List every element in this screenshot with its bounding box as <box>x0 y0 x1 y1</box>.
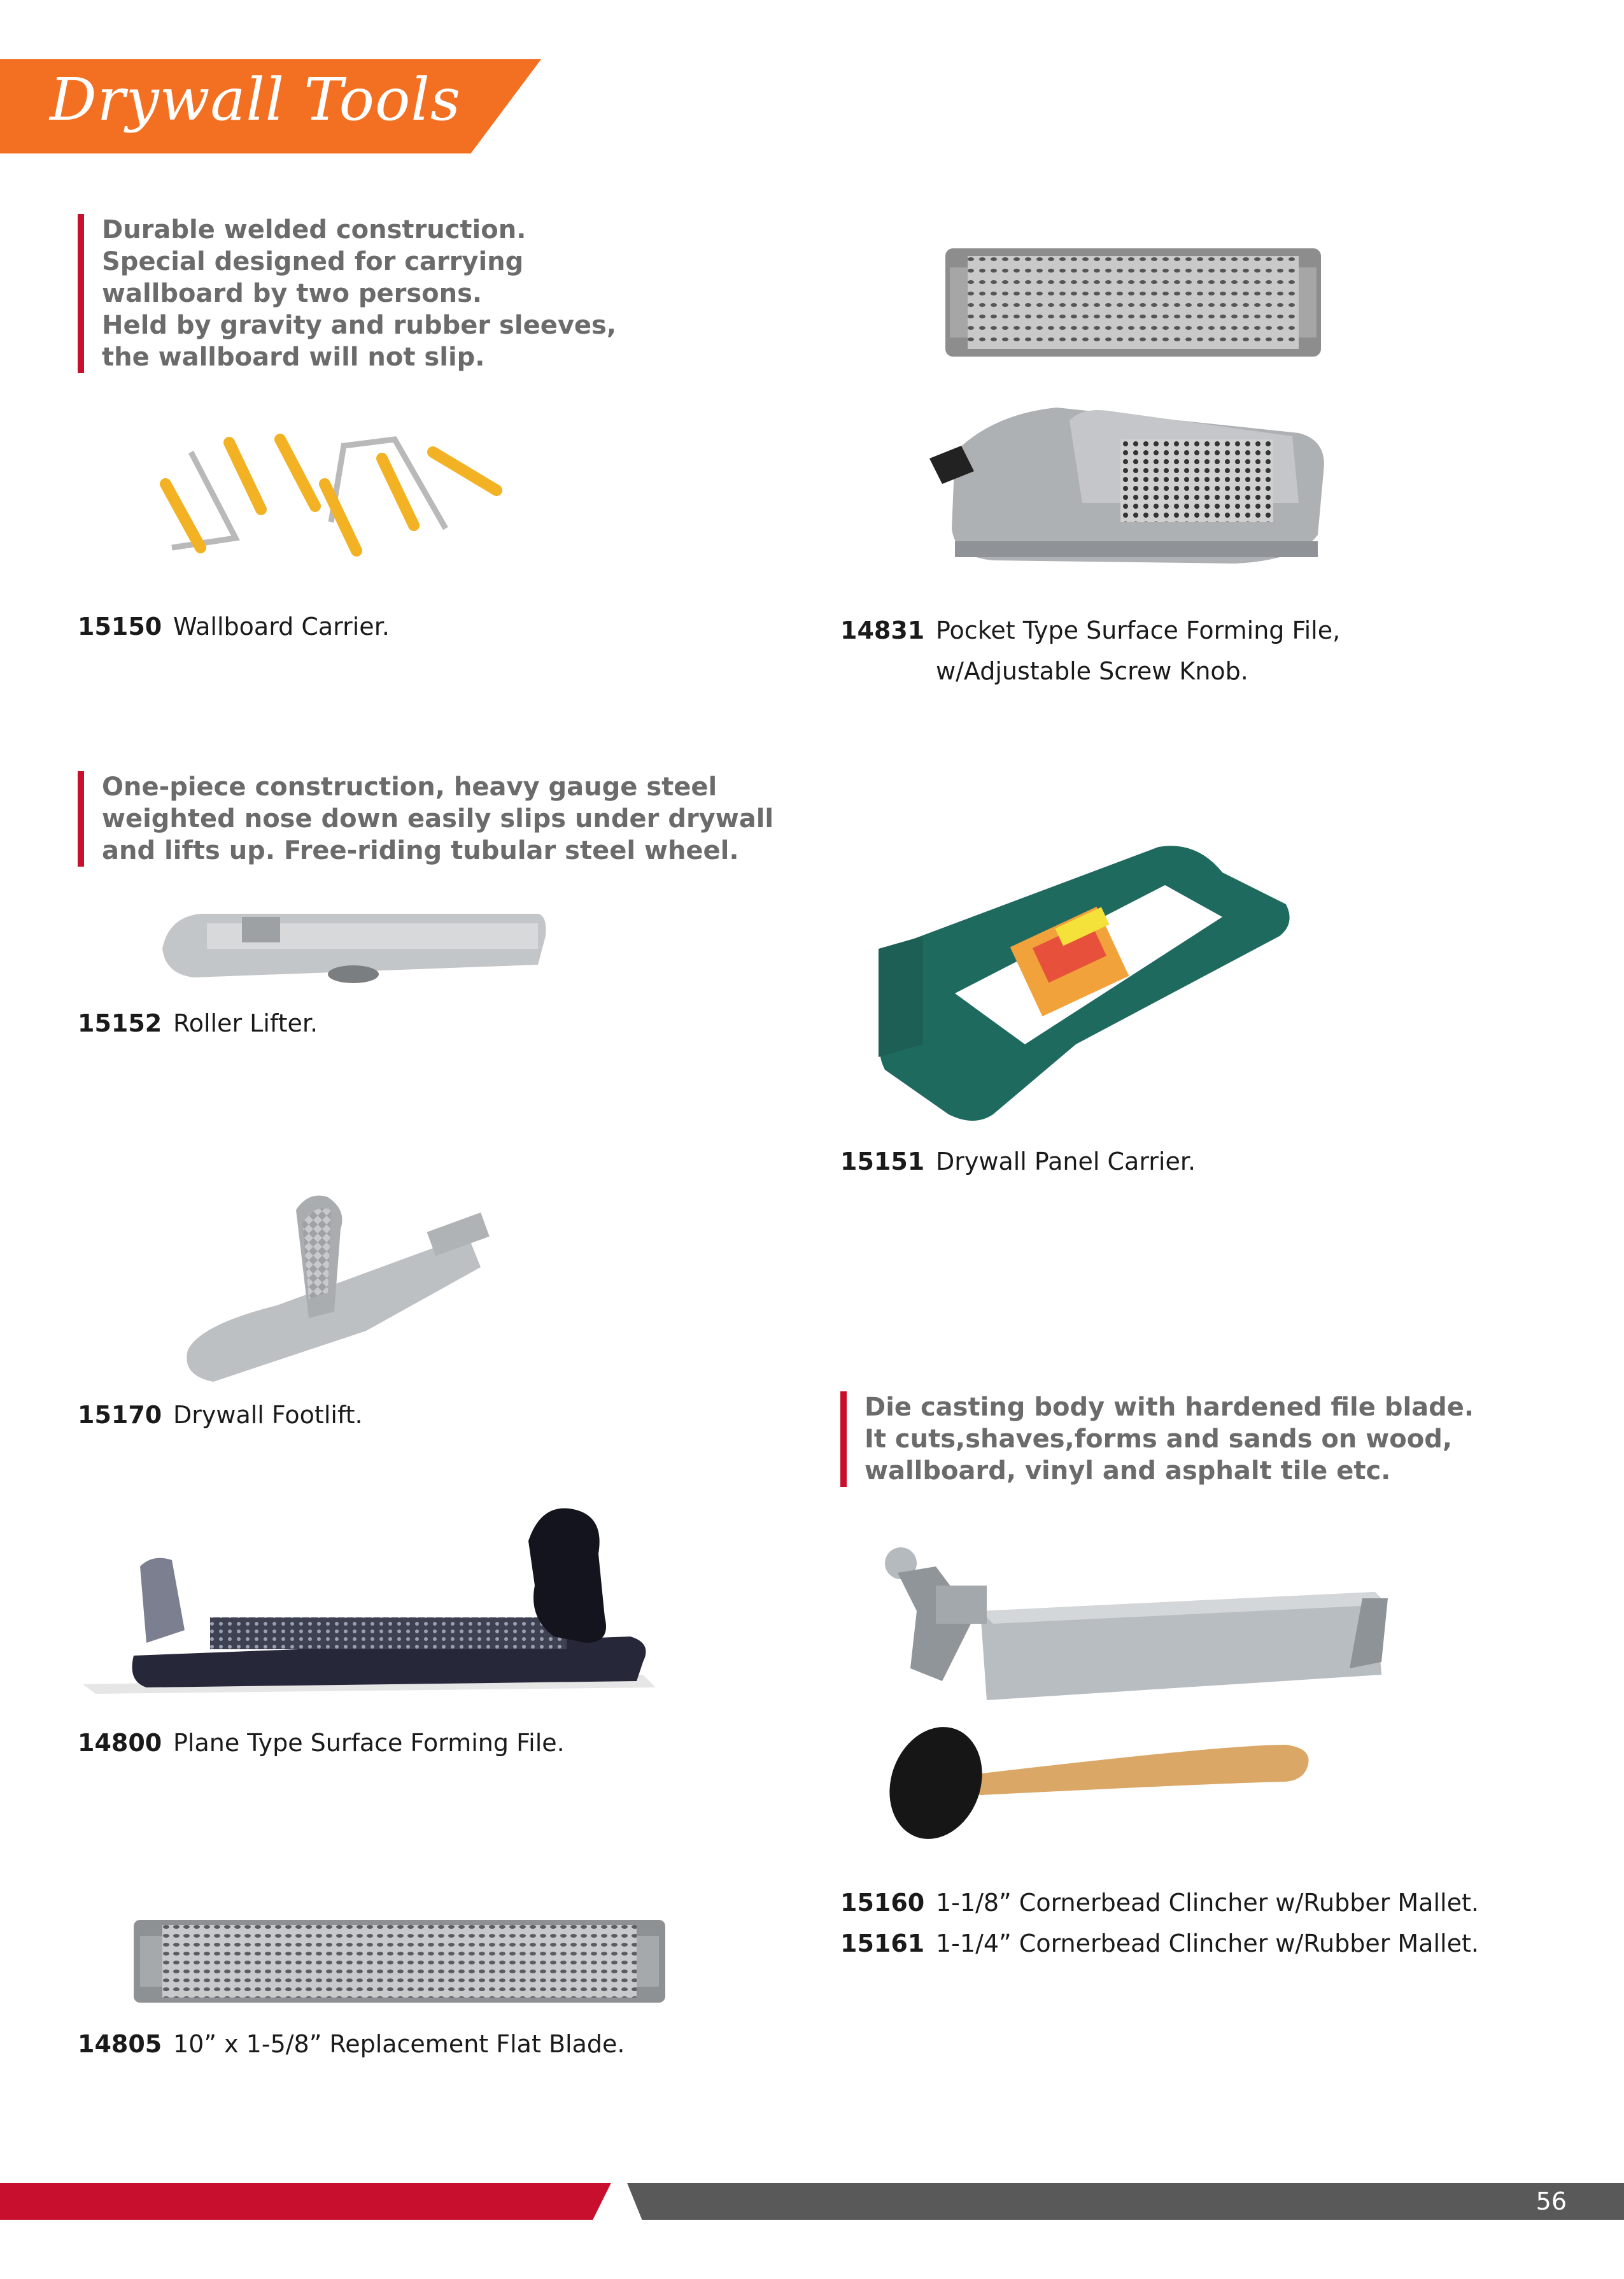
product-label-14831: 14831 Pocket Type Surface Forming File, w/Adjustable Screw Knob. <box>840 616 1341 685</box>
plane-file-image <box>83 1490 656 1707</box>
description-wallboard-carrier: Durable welded construction. Special designed for carrying wallboard by two persons. Held by gravity and rubber sleeves, the wallboard will not slip. <box>78 214 616 373</box>
product-label-14805: 14805 10” x 1-5/8” Replacement Flat Blade. <box>78 2030 625 2058</box>
panel-carrier-image <box>866 834 1299 1133</box>
footer-red-bar <box>0 2183 611 2220</box>
cornerbead-clincher-image <box>840 1528 1388 1859</box>
product-label-15150: 15150 Wallboard Carrier. <box>78 613 390 641</box>
footer-gray-bar <box>627 2183 1624 2220</box>
wallboard-carrier-image <box>153 414 522 573</box>
roller-lifter-image <box>156 904 551 987</box>
product-label-15170: 15170 Drywall Footlift. <box>78 1401 363 1429</box>
product-label-15161: 15161 1-1/4” Cornerbead Clincher w/Rubber Mallet. <box>840 1929 1479 1957</box>
replacement-blade-image <box>131 1913 668 2009</box>
product-label-15151: 15151 Drywall Panel Carrier. <box>840 1147 1196 1175</box>
page-title: Drywall Tools <box>50 66 462 134</box>
file-blade-image <box>942 242 1324 363</box>
description-die-casting: Die casting body with hardened file blade. It cuts,shaves,forms and sands on wood, wallboard, vinyl and asphalt tile etc. <box>840 1391 1474 1487</box>
product-label-15160: 15160 1-1/8” Cornerbead Clincher w/Rubber Mallet. <box>840 1889 1479 1917</box>
pocket-file-image <box>917 395 1337 579</box>
product-label-14800: 14800 Plane Type Surface Forming File. <box>78 1729 565 1757</box>
product-label-15152: 15152 Roller Lifter. <box>78 1009 318 1037</box>
footlift-image <box>175 1184 506 1388</box>
page-number: 56 <box>1536 2187 1567 2215</box>
description-roller-lifter: One-piece construction, heavy gauge steel weighted nose down easily slips under drywall and lifts up. Free-riding tubular steel wheel. <box>78 771 773 867</box>
